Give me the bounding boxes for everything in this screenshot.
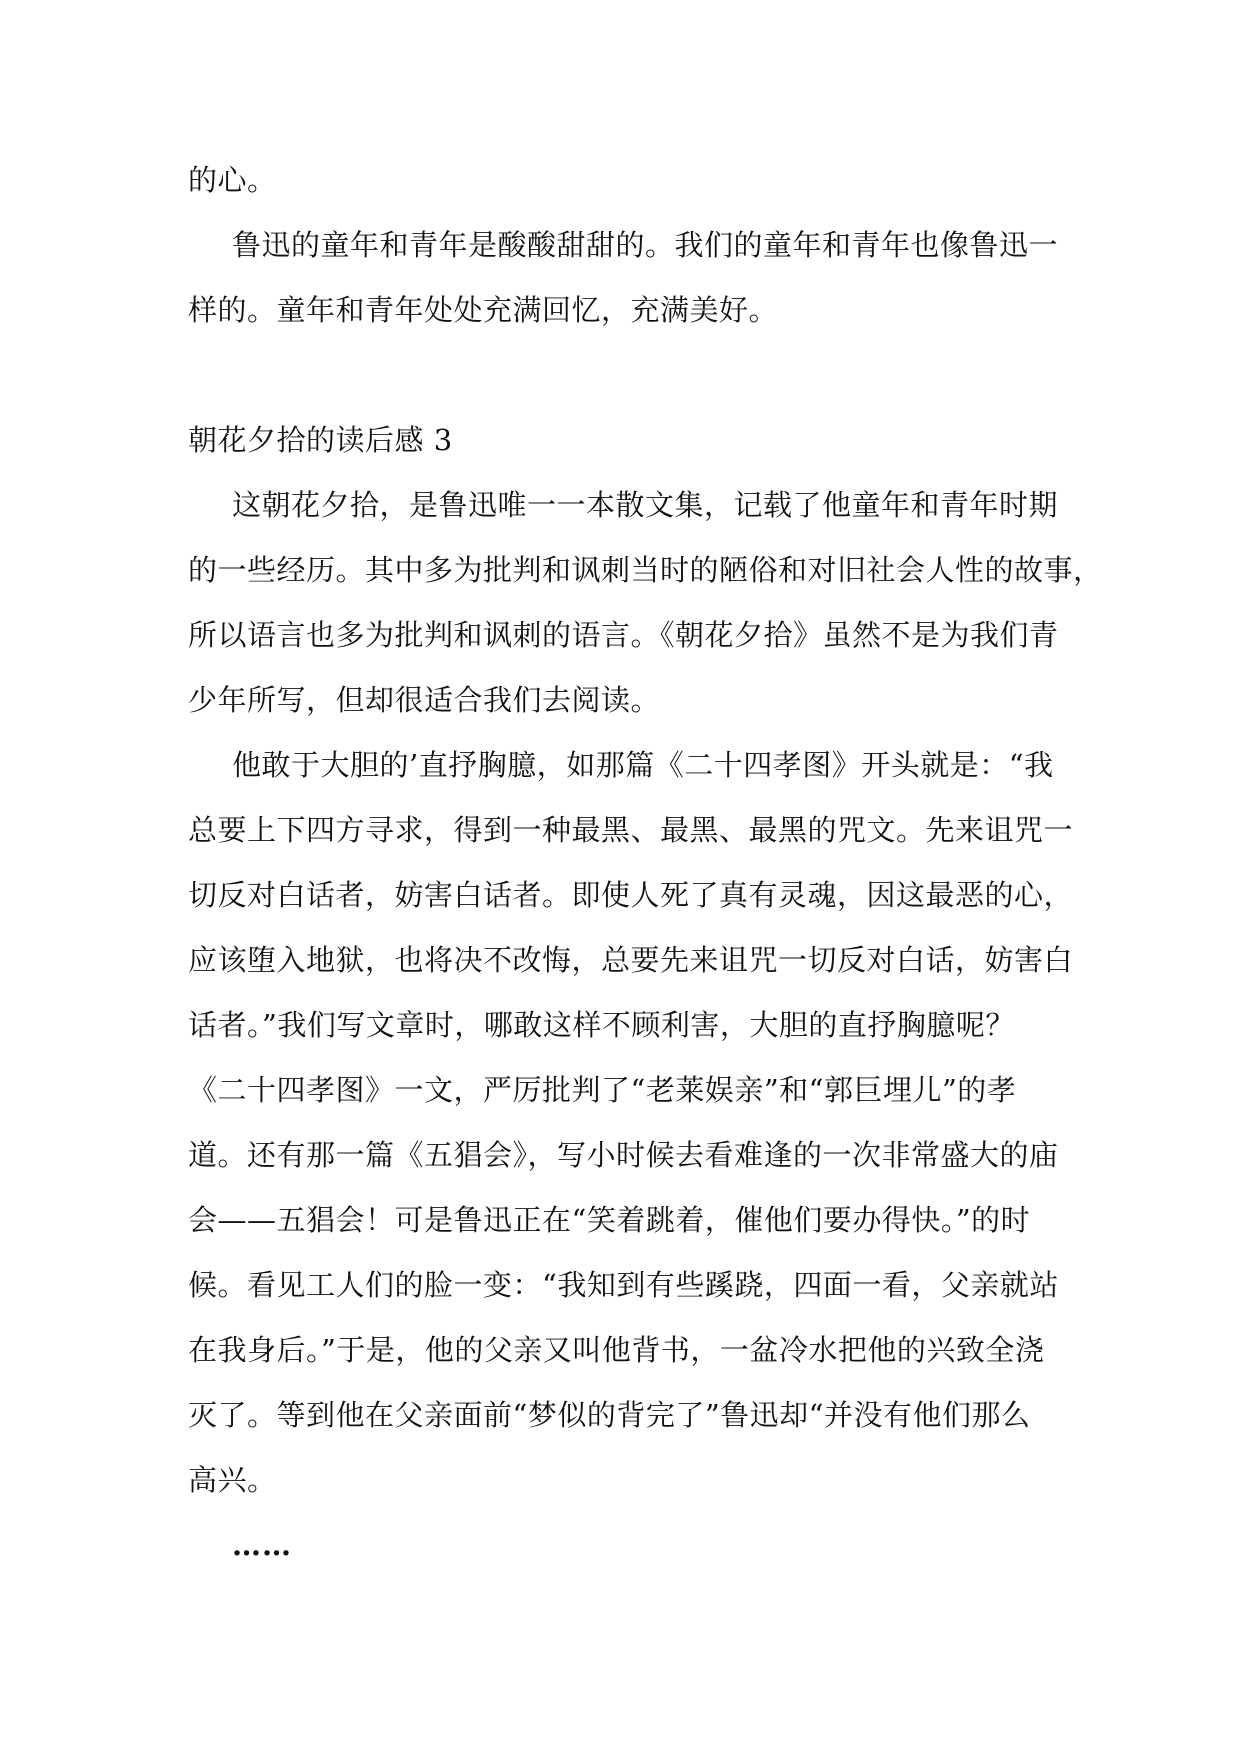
text-line: 他敢于大胆的’直抒胸臆，如那篇《二十四孝图》开头就是：“我 <box>232 748 1054 782</box>
text-line: 道。还有那一篇《五猖会》，写小时候去看难逢的一次非常盛大的庙 <box>188 1138 1059 1172</box>
blank-line <box>188 343 1048 408</box>
text-line: 所以语言也多为批判和讽刺的语言。《朝花夕拾》虽然不是为我们青 <box>188 618 1059 652</box>
text-line: 的心。 <box>188 163 277 197</box>
text-line: 高兴。 <box>188 1463 277 1497</box>
section-title: 朝花夕拾的读后感 3 <box>188 423 453 457</box>
text-line: 《二十四孝图》一文，严厉批判了“老莱娱亲”和“郭巨埋儿”的孝 <box>188 1073 1017 1107</box>
text-line: 的一些经历。其中多为批判和讽刺当时的陋俗和对旧社会人性的故事， <box>188 553 1103 587</box>
ellipsis: …… <box>232 1528 292 1562</box>
paragraph-analysis <box>188 733 1074 1513</box>
text-line: 样的。童年和青年处处充满回忆，充满美好。 <box>188 293 779 327</box>
text-line: 这朝花夕拾，是鲁迅唯一一本散文集，记载了他童年和青年时期 <box>232 488 1059 522</box>
text-line: 在我身后。”于是，他的父亲又叫他背书，一盆冷水把他的兴致全浇 <box>188 1333 1045 1367</box>
document-body <box>188 148 1103 1578</box>
paragraph-continuation <box>188 148 1048 213</box>
text-line: 会——五猖会！可是鲁迅正在“笑着跳着，催他们要办得快。”的时 <box>188 1203 1031 1237</box>
text-line: 少年所写，但却很适合我们去阅读。 <box>188 683 661 717</box>
text-line: 候。看见工人们的脸一变：“我知到有些蹊跷，四面一看，父亲就站 <box>188 1268 1059 1302</box>
text-line: 话者。”我们写文章时，哪敢这样不顾利害，大胆的直抒胸臆呢？ <box>188 1008 1015 1042</box>
text-line: 应该堕入地狱，也将决不改悔，总要先来诅咒一切反对白话，妨害白 <box>188 943 1074 977</box>
text-line: 灭了。等到他在父亲面前“梦似的背完了”鲁迅却“并没有他们那么 <box>188 1398 1031 1432</box>
paragraph-childhood <box>188 213 1059 343</box>
text-line: 鲁迅的童年和青年是酸酸甜甜的。我们的童年和青年也像鲁迅一 <box>232 228 1059 262</box>
text-line: 切反对白话者，妨害白话者。即使人死了真有灵魂，因这最恶的心， <box>188 878 1074 912</box>
text-line: 总要上下四方寻求，得到一种最黑、最黑、最黑的咒文。先来诅咒一 <box>188 813 1074 847</box>
paragraph-intro <box>188 473 1103 733</box>
